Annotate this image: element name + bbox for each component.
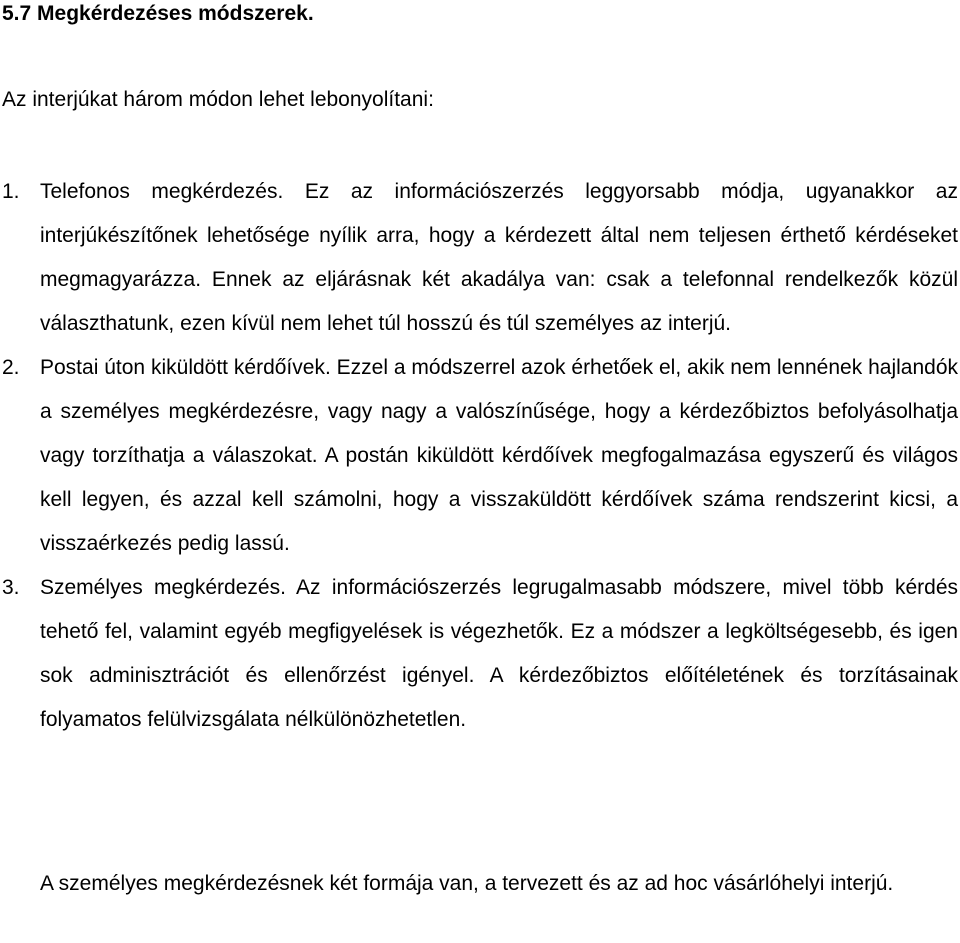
list-item-text: Telefonos megkérdezés. Ez az információszerzés leggyorsabb módja, ugyanakkor az interjúkészítőnek lehetősége nyílik arra, hogy a kérdezett által nem teljesen érthető kérdéseket megmagyarázza. Ennek az eljárásnak két akadálya van: csak a telefonnal rendelkezők közül választhatunk, ezen kívül nem lehet túl hosszú és túl személyes az interjú. [40, 180, 958, 335]
list-item-personal [2, 566, 958, 742]
list-item-telephone [2, 170, 958, 346]
list-item-text: Személyes megkérdezés. Az információszerzés legrugalmasabb módszere, mivel több kérdés tehető fel, valamint egyéb megfigyelések is végezhetők. Ez a módszer a legköltségesebb, és igen sok adminisztrációt és ellenőrzést igényel. A kérdezőbiztos előítéletének és torzításainak folyamatos felülvizsgálata nélkülönözhetetlen. [40, 576, 958, 731]
list-marker: 2. [2, 356, 20, 379]
section-heading: 5.7 Megkérdezéses módszerek. [2, 2, 314, 25]
list-item-text: Postai úton kiküldött kérdőívek. Ezzel a módszerrel azok érhetőek el, akik nem lennének hajlandók a személyes megkérdezésre, vagy nagy a valószínűsége, hogy a kérdezőbiztos befolyásolhatja vagy torzíthatja a válaszokat. A postán kiküldött kérdőívek megfogalmazása egyszerű és világos kell legyen, és azzal kell számolni, hogy a visszaküldött kérdőívek száma rendszerint kicsi, a visszaérkezés pedig lassú. [40, 356, 958, 555]
closing-paragraph: A személyes megkérdezésnek két formája van, a tervezett és az ad hoc vásárlóhelyi interjú. [40, 872, 894, 895]
list-marker: 3. [2, 576, 20, 599]
method-list [2, 170, 958, 742]
list-marker: 1. [2, 180, 20, 203]
list-item-postal [2, 346, 958, 566]
intro-paragraph: Az interjúkat három módon lehet lebonyolítani: [2, 88, 434, 111]
